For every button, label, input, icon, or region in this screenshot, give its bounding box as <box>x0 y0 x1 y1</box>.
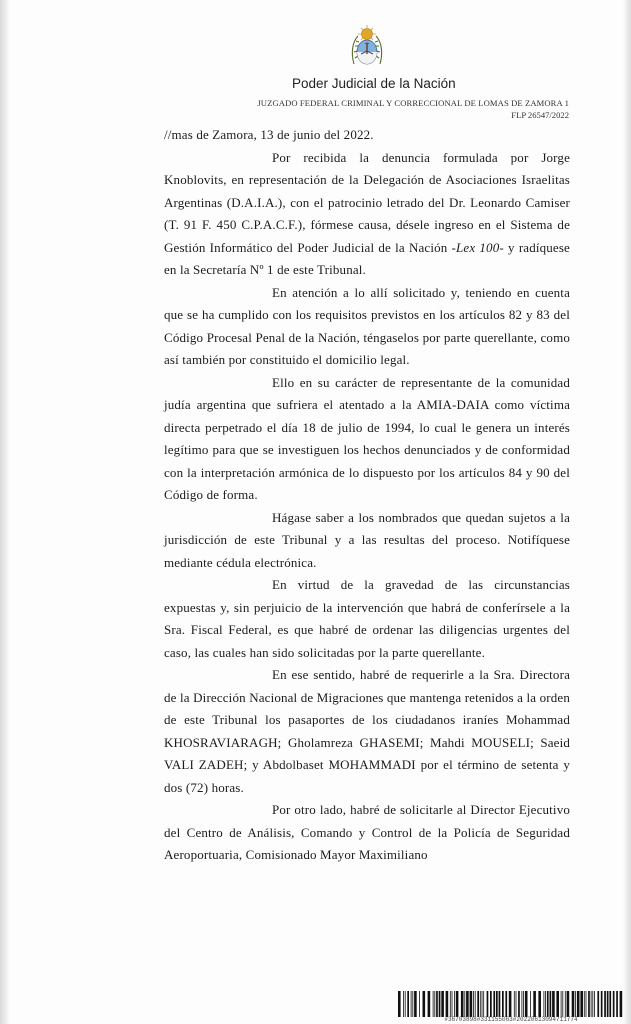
paragraph-1 <box>164 147 570 282</box>
paragraph-5: En virtud de la gravedad de las circunstancias expuestas y, sin perjuicio de la intervención que habrá de conferírsele a la Sra. Fiscal Federal, es que habré de ordenar las diligencias urgentes del caso, las cuales han sido solicitadas por la parte querellante. <box>164 577 570 660</box>
institution-name: Poder Judicial de la Nación <box>292 76 456 91</box>
paragraph-2: En atención a lo allí solicitado y, teniendo en cuenta que se ha cumplido con los requisitos previstos en los artículos 82 y 83 del Código Procesal Penal de la Nación, téngaselos por parte querellante, como así también por constituido el domicilio legal. <box>164 284 570 367</box>
page-shadow-right <box>623 0 631 1024</box>
paragraph-7: Por otro lado, habré de solicitarle al Director Ejecutivo del Centro de Análisis, Comando y Control de la Policía de Seguridad Aeroportuaria, Comisionado Mayor Maximiliano <box>164 802 570 862</box>
file-number: FLP 26547/2022 <box>511 110 569 120</box>
argentine-coat-of-arms-icon <box>350 24 384 68</box>
paragraph-1-tail: y radíquese en la Secretaría Nº 1 de este Tribunal. <box>164 239 570 277</box>
paragraph-1-lex: -Lex 100- <box>451 239 504 255</box>
paragraph-4: Hágase saber a los nombrados que quedan sujetos a la jurisdicción de este Tribunal y a las resultas del proceso. Notifíquese mediante cédula electrónica. <box>164 509 570 570</box>
court-name: JUZGADO FEDERAL CRIMINAL Y CORRECCIONAL DE LOMAS DE ZAMORA 1 <box>257 98 569 108</box>
page-shadow-left <box>0 0 10 1024</box>
barcode-number: #36703898#331155063#20220613094711774 <box>444 1016 578 1023</box>
paragraph-6: En ese sentido, habré de requerirle a la Sra. Directora de la Dirección Nacional de Migraciones que mantenga retenidos a la orden de este Tribunal los pasaportes de los ciudadanos iraníes Mohammad KHOSRAVIARAGH; Gholamreza GHASEMI; Mahdi MOUSELI; Saeid VALI ZADEH; y Abdolbaset MOHAMMADI por el término de setenta y dos (72) horas. <box>164 667 570 795</box>
barcode <box>398 991 624 1017</box>
paragraph-1-text: Por recibida la denuncia formulada por Jorge Knoblovits, en representación de la Delegación de Asociaciones Israelitas Argentinas (D.A.I.A.), con el patrocinio letrado del Dr. Leonardo Camiser (T. 91 F. 450 C.P.A.C.F.), fórmese causa, désele ingreso en el Sistema de Gestión Informático del Poder Judicial de la Nación <box>164 149 570 255</box>
date-line: //mas de Zamora, 13 de junio del 2022. <box>164 127 374 142</box>
paragraph-3: Ello en su carácter de representante de la comunidad judía argentina que sufriera el atentado a la AMIA-DAIA como víctima directa perpetrado el día 18 de julio de 1994, lo cual le genera un interés legítimo para que se investiguen los hechos denunciados y de conformidad con la interpretación armónica de lo dispuesto por los artículos 84 y 90 del Código de forma. <box>164 374 570 502</box>
resolution-text <box>164 124 570 867</box>
